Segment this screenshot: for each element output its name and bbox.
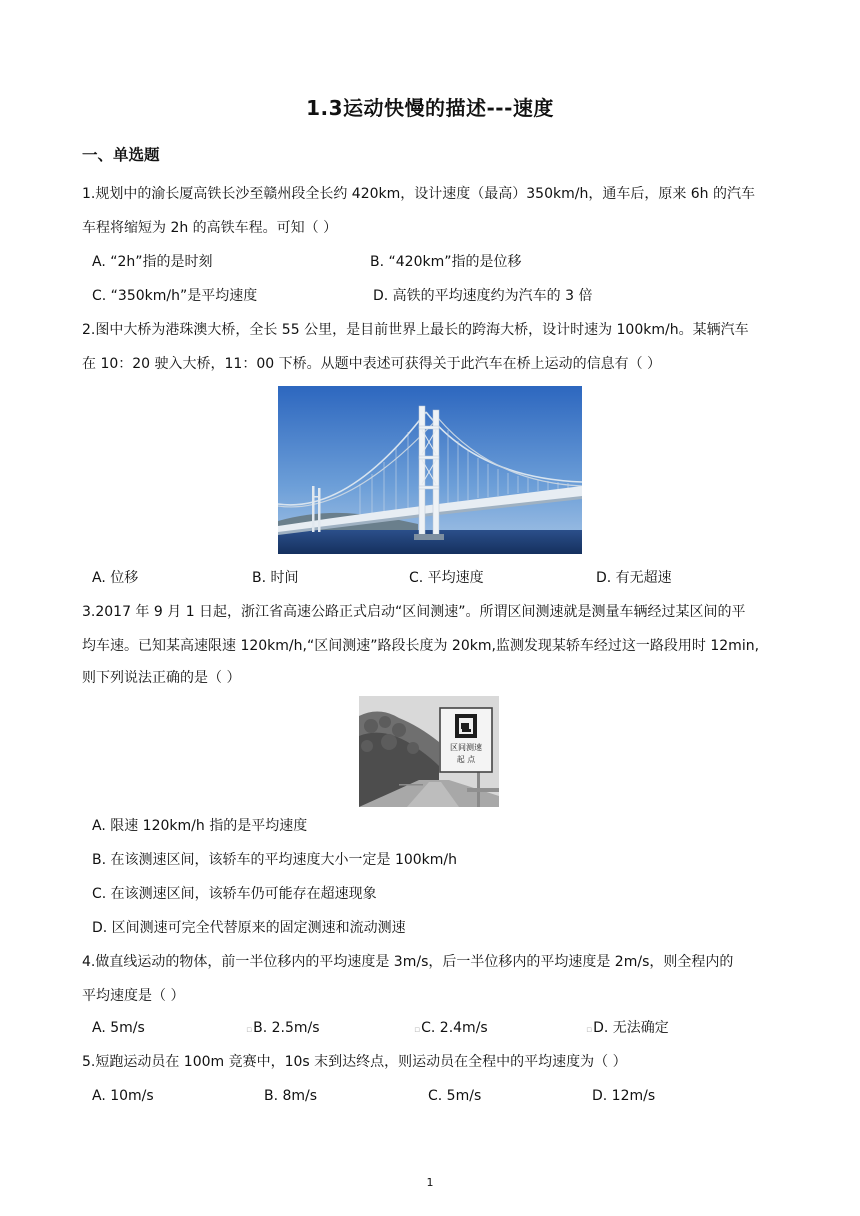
q3-option-b: B. 在该测速区间，该轿车的平均速度大小一定是 100km/h <box>92 852 458 868</box>
q4-line-2: 平均速度是（ ） <box>82 988 185 1004</box>
q3-line-1: 3.2017 年 9 月 1 日起，浙江省高速公路正式启动“区间测速”。所谓区间测速就是测量车辆经过某区间的平 <box>82 604 746 620</box>
q4-option-a: A. 5m/s <box>92 1020 145 1036</box>
q2-option-d: D. 有无超速 <box>596 570 672 586</box>
bridge-photo <box>278 386 582 554</box>
page-title: 1.3运动快慢的描述---速度 <box>306 96 554 120</box>
sign-label-top: 区间测速 <box>450 743 482 752</box>
q2-option-a: A. 位移 <box>92 570 139 586</box>
speed-camera-sign-photo <box>359 696 499 807</box>
page-number: 1 <box>426 1176 434 1189</box>
section-heading: 一、单选题 <box>82 146 160 164</box>
q1-line-2: 车程将缩短为 2h 的高铁车程。可知（ ） <box>82 220 338 236</box>
q2-line-1: 2.图中大桥为港珠澳大桥，全长 55 公里，是目前世界上最长的跨海大桥，设计时速为 100km/h。某辆汽车 <box>82 322 749 338</box>
q2-option-c: C. 平均速度 <box>409 570 484 586</box>
q3-line-3: 则下列说法正确的是（ ） <box>82 670 241 686</box>
q5-option-c: C. 5m/s <box>428 1088 482 1104</box>
q1-option-b: B. “420km”指的是位移 <box>370 254 522 270</box>
q1-option-a: A. “2h”指的是时刻 <box>92 254 213 270</box>
q5-option-b: B. 8m/s <box>264 1088 318 1104</box>
q5-option-a: A. 10m/s <box>92 1088 154 1104</box>
q4-option-b: ▫B. 2.5m/s <box>246 1020 320 1036</box>
q4-option-c: ▫C. 2.4m/s <box>414 1020 488 1036</box>
q4-option-d: ▫D. 无法确定 <box>586 1020 669 1036</box>
q5-line-1: 5.短跑运动员在 100m 竞赛中，10s 末到达终点，则运动员在全程中的平均速度为（ ） <box>82 1054 627 1070</box>
q3-option-d: D. 区间测速可完全代替原来的固定测速和流动测速 <box>92 920 406 936</box>
q3-option-a: A. 限速 120km/h 指的是平均速度 <box>92 818 308 834</box>
q4-line-1: 4.做直线运动的物体，前一半位移内的平均速度是 3m/s，后一半位移内的平均速度是 2m/s，则全程内的 <box>82 954 734 970</box>
q2-option-b: B. 时间 <box>252 570 299 586</box>
q3-line-2: 均车速。已知某高速限速 120km/h,“区间测速”路段长度为 20km,监测发现某轿车经过这一路段用时 12min, <box>82 638 760 654</box>
sign-label-bottom: 起 点 <box>456 755 476 764</box>
q2-line-2: 在 10：20 驶入大桥，11：00 下桥。从题中表述可获得关于此汽车在桥上运动的信息有（ ） <box>82 356 662 372</box>
q1-line-1: 1.规划中的渝长厦高铁长沙至赣州段全长约 420km，设计速度（最高）350km/h，通车后，原来 6h 的汽车 <box>82 186 756 202</box>
q1-option-c: C. “350km/h”是平均速度 <box>92 288 258 304</box>
q1-option-d: D. 高铁的平均速度约为汽车的 3 倍 <box>373 288 593 304</box>
q3-option-c: C. 在该测速区间，该轿车仍可能存在超速现象 <box>92 886 377 902</box>
q5-option-d: D. 12m/s <box>592 1088 656 1104</box>
